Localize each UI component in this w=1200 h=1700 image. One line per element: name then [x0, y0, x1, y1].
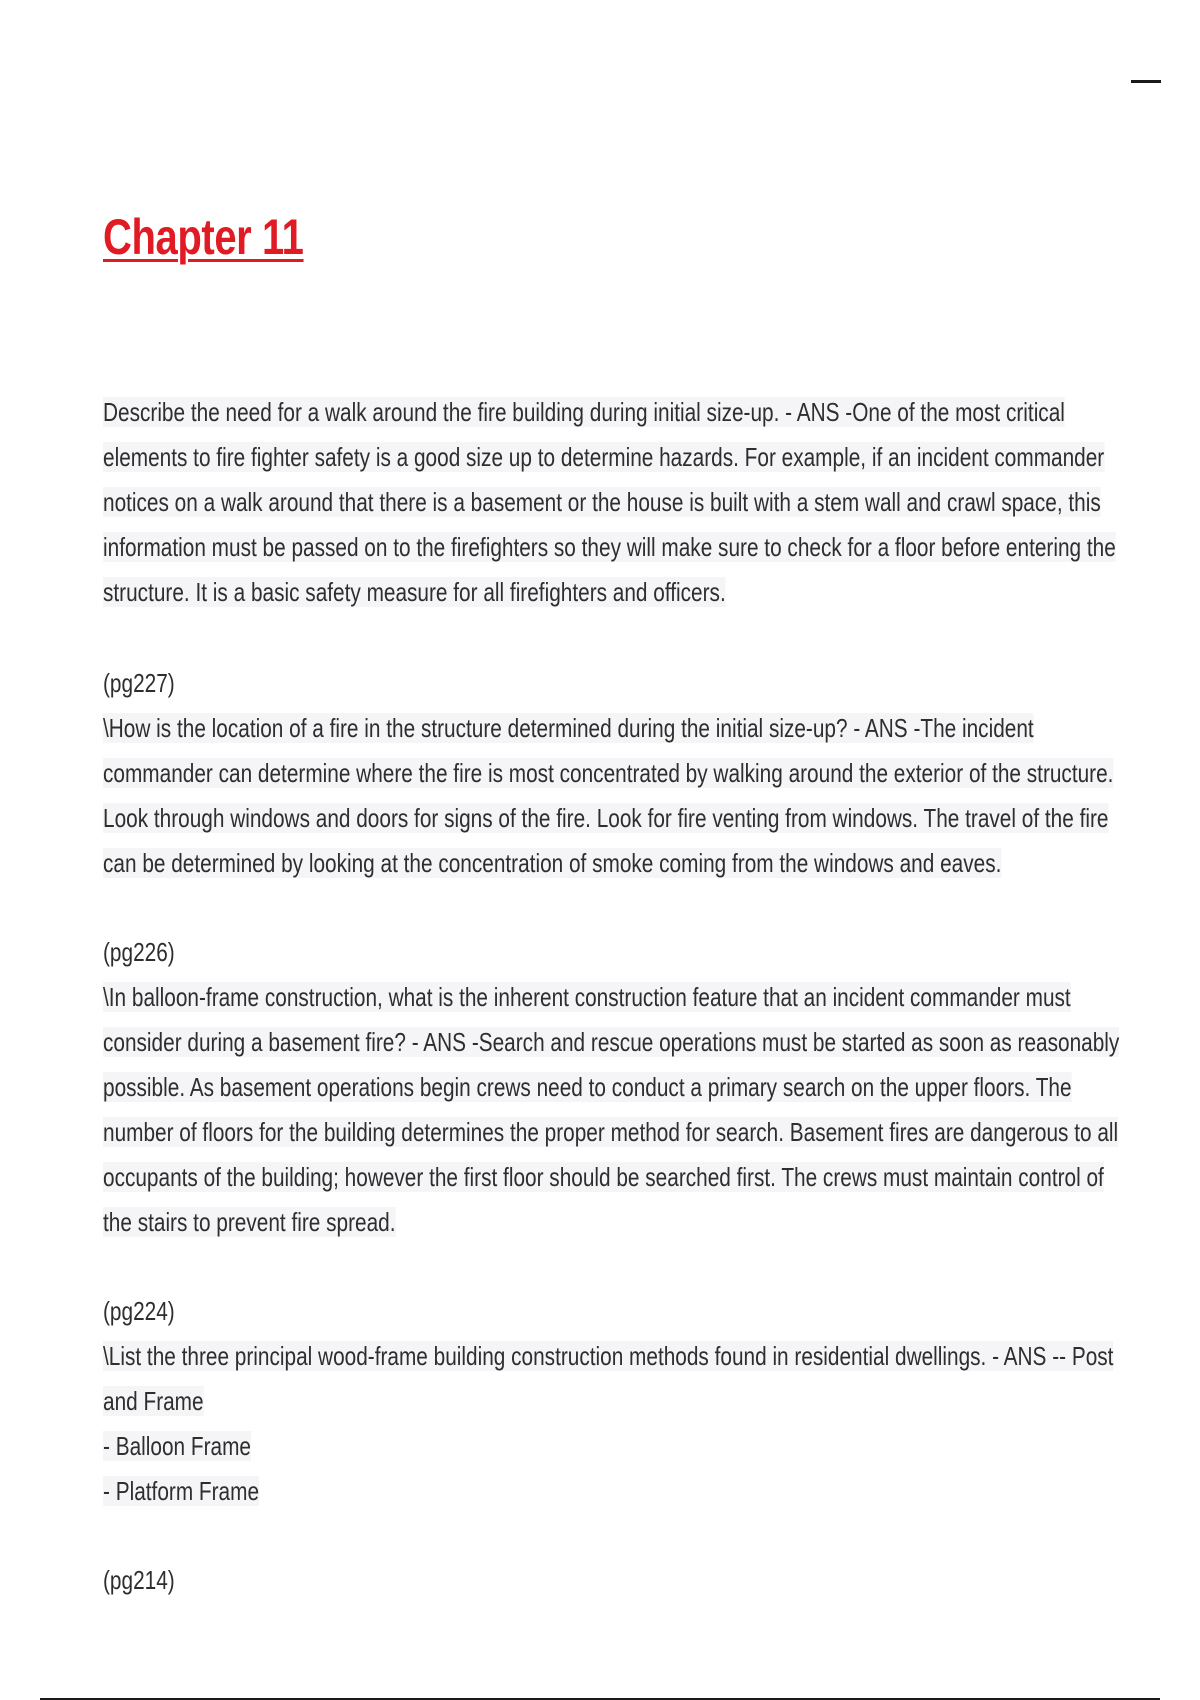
- page-ref-1: (pg227): [103, 668, 175, 698]
- qa-block-2: [103, 706, 1127, 886]
- list-item-platform-frame: - Platform Frame: [103, 1476, 260, 1506]
- qa-block-3: [103, 975, 1127, 1245]
- chapter-heading: Chapter 11: [103, 209, 304, 265]
- qa-block-1: [103, 390, 1127, 615]
- qa-block-4: [103, 1334, 1127, 1424]
- qa-text-2: \How is the location of a fire in the structure determined during the initial size-up? - ANS -The incident commander can determine where the fire is most concentrated by walking around the exterior of the structure. Look through windows and doors for signs of the fire. Look for fire venting from windows. The travel of the fire can be determined by looking at the concentration of smoke coming from the windows and eaves.: [103, 713, 1114, 878]
- qa-text-1: Describe the need for a walk around the fire building during initial size-up. - ANS -One of the most critical elements to fire fighter safety is a good size up to determine hazards. For example, if an incident commander notices on a walk around that there is a basement or the house is built with a stem wall and crawl space, this information must be passed on to the firefighters so they will make sure to check for a floor before entering the structure. It is a basic safety measure for all firefighters and officers.: [103, 397, 1116, 607]
- list-item-balloon-frame: - Balloon Frame: [103, 1431, 251, 1461]
- qa-text-3: \In balloon-frame construction, what is the inherent construction feature that an incident commander must consider during a basement fire? - ANS -Search and rescue operations must be started as soon as reasonably possible. As basement operations begin crews need to conduct a primary search on the upper floors. The number of floors for the building determines the proper method for search. Basement fires are dangerous to all occupants of the building; however the first floor should be searched first. The crews must maintain control of the stairs to prevent fire spread.: [103, 982, 1120, 1237]
- page-ref-3: (pg224): [103, 1296, 175, 1326]
- top-dash-mark: [1131, 80, 1161, 83]
- page-ref-2: (pg226): [103, 937, 175, 967]
- content-body: [103, 390, 1127, 1603]
- qa-text-4: \List the three principal wood-frame building construction methods found in residential dwellings. - ANS -- Post and Frame: [103, 1341, 1114, 1416]
- page-ref-4: (pg214): [103, 1565, 175, 1595]
